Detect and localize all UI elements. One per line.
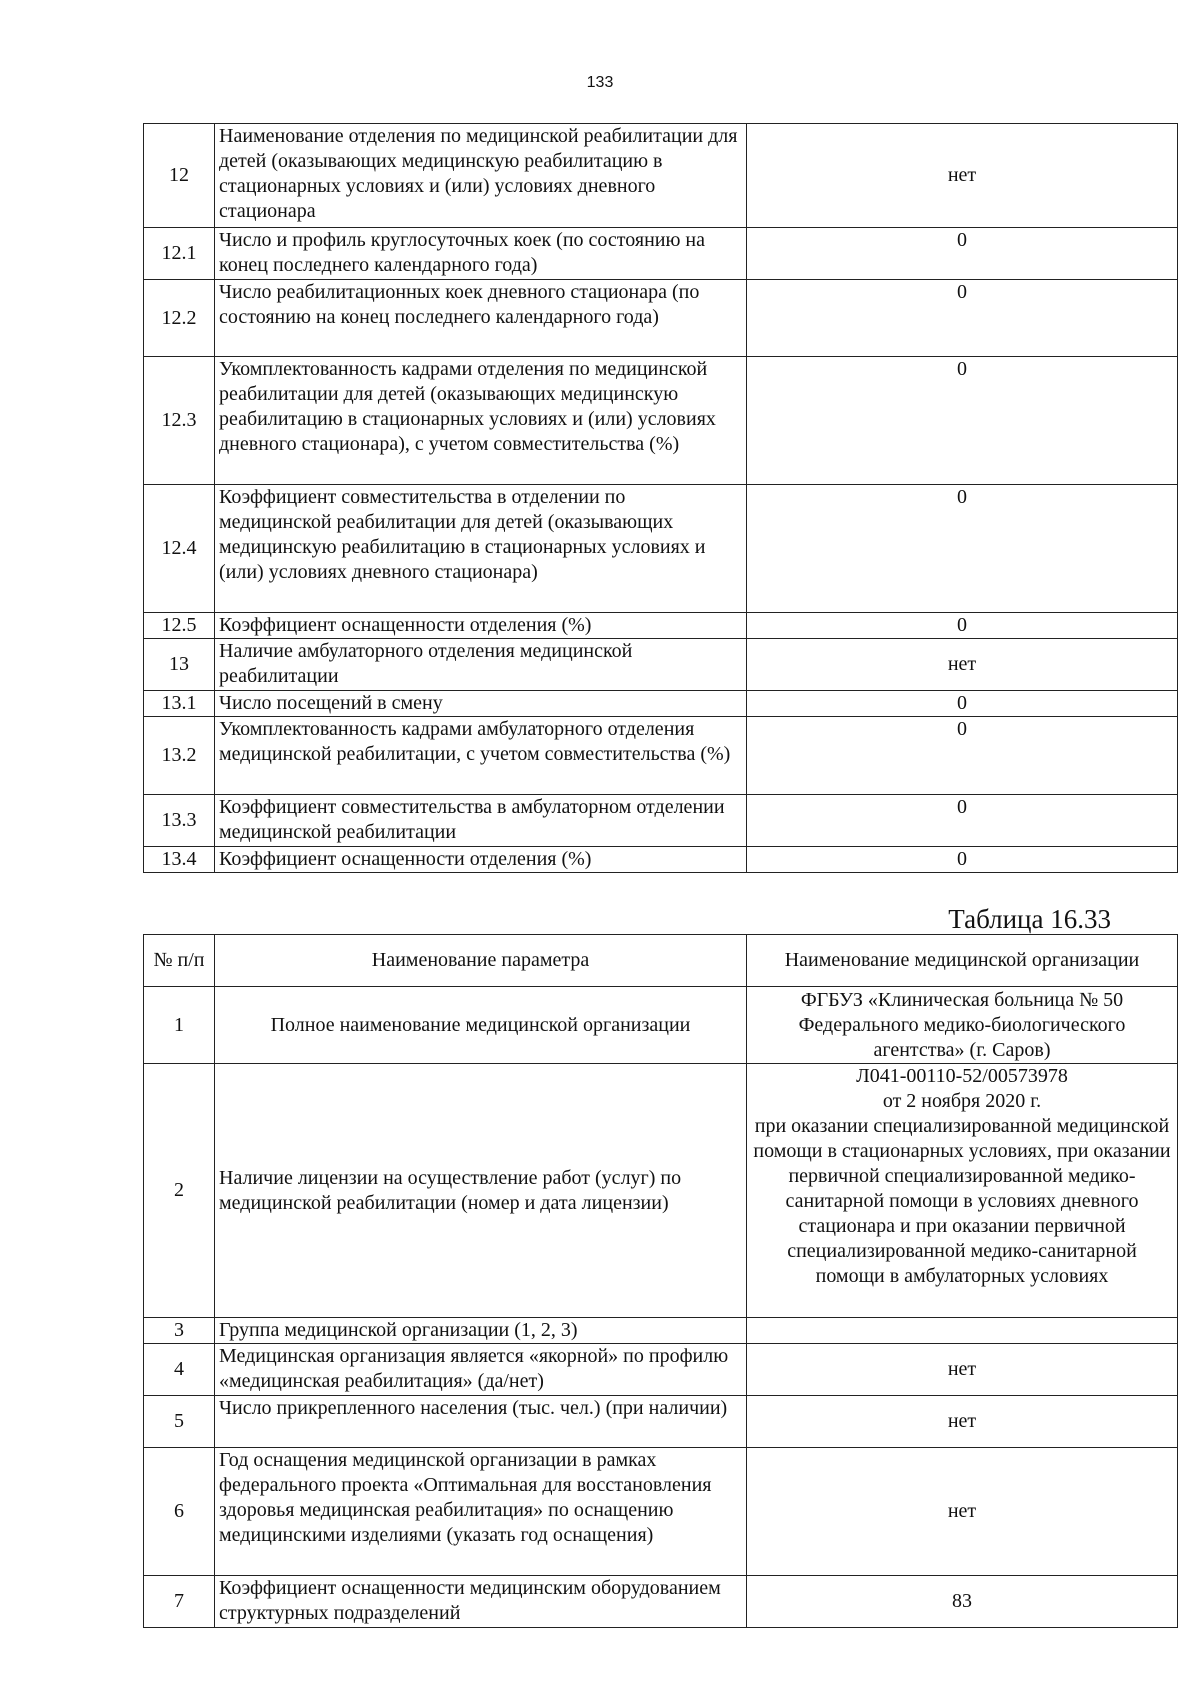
row-number: 13.4 — [144, 847, 215, 873]
row-parameter: Коэффициент оснащенности отделения (%) — [215, 613, 747, 639]
row-value: нет — [747, 1396, 1178, 1448]
license-date: от 2 ноября 2020 г. — [882, 1090, 1042, 1112]
row-number: 1 — [144, 987, 215, 1064]
row-parameter: Число реабилитационных коек дневного стационара (по состоянию на конец последнего календарного года) — [215, 280, 747, 357]
row-value: 0 — [747, 847, 1178, 873]
row-value: нет — [747, 1344, 1178, 1396]
table-row — [144, 357, 1178, 485]
row-number: 13.1 — [144, 691, 215, 717]
row-number: 12.1 — [144, 228, 215, 280]
row-parameter: Коэффициент совместительства в отделении по медицинской реабилитации для детей (оказывающих медицинскую реабилитацию в стационарных условиях и (или) условиях дневного стационара) — [215, 485, 747, 613]
page-number: 133 — [586, 74, 614, 91]
row-value: нет — [747, 639, 1178, 691]
table-row — [144, 228, 1178, 280]
row-parameter: Коэффициент оснащенности медицинским оборудованием структурных подразделений — [215, 1576, 747, 1628]
table-row — [144, 847, 1178, 873]
row-value: 0 — [747, 228, 1178, 280]
row-parameter: Полное наименование медицинской организации — [215, 987, 747, 1064]
table-row — [144, 691, 1178, 717]
row-number: 12.3 — [144, 357, 215, 485]
row-value: 0 — [747, 717, 1178, 795]
row-number: 13.2 — [144, 717, 215, 795]
row-value: нет — [747, 1448, 1178, 1576]
row-number: 2 — [144, 1064, 215, 1318]
row-parameter: Число посещений в смену — [215, 691, 747, 717]
header-number: № п/п — [144, 935, 215, 987]
table-row — [144, 613, 1178, 639]
row-number: 12.2 — [144, 280, 215, 357]
license-scope: при оказании специализированной медицинской помощи в стационарных условиях, при оказании первичной специализированной медико-санитарной помощи в условиях дневного стационара и при оказании первичной специализированной медико-санитарной помощи в амбулаторных условиях — [753, 1115, 1171, 1287]
row-value — [747, 1318, 1178, 1344]
license-value — [747, 1064, 1178, 1318]
row-number: 13.3 — [144, 795, 215, 847]
table-row — [144, 1064, 1178, 1318]
row-parameter: Группа медицинской организации (1, 2, 3) — [215, 1318, 747, 1344]
row-parameter: Укомплектованность кадрами амбулаторного отделения медицинской реабилитации, с учетом совместительства (%) — [215, 717, 747, 795]
row-value: 0 — [747, 691, 1178, 717]
row-value: 0 — [747, 613, 1178, 639]
row-value: 0 — [747, 357, 1178, 485]
row-number: 12 — [144, 124, 215, 228]
rehab-org-table — [143, 934, 1178, 1628]
row-number: 12.5 — [144, 613, 215, 639]
row-number: 5 — [144, 1396, 215, 1448]
row-value: 0 — [747, 795, 1178, 847]
table-row — [144, 280, 1178, 357]
table-row — [144, 987, 1178, 1064]
row-parameter: Коэффициент оснащенности отделения (%) — [215, 847, 747, 873]
header-organization: Наименование медицинской организации — [747, 935, 1178, 987]
row-parameter: Коэффициент совместительства в амбулаторном отделении медицинской реабилитации — [215, 795, 747, 847]
table-row — [144, 124, 1178, 228]
row-number: 7 — [144, 1576, 215, 1628]
table-caption: Таблица 16.33 — [948, 904, 1111, 934]
table-row — [144, 1448, 1178, 1576]
row-parameter: Медицинская организация является «якорной» по профилю «медицинская реабилитация» (да/нет) — [215, 1344, 747, 1396]
license-number: Л041-00110-52/00573978 — [856, 1065, 1068, 1087]
row-number: 4 — [144, 1344, 215, 1396]
row-parameter: Наименование отделения по медицинской реабилитации для детей (оказывающих медицинскую реабилитацию в стационарных условиях и (или) условиях дневного стационара — [215, 124, 747, 228]
row-number: 12.4 — [144, 485, 215, 613]
row-value: 0 — [747, 485, 1178, 613]
table-row — [144, 1576, 1178, 1628]
header-parameter: Наименование параметра — [215, 935, 747, 987]
row-number: 3 — [144, 1318, 215, 1344]
row-parameter: Наличие амбулаторного отделения медицинской реабилитации — [215, 639, 747, 691]
row-parameter: Год оснащения медицинской организации в рамках федерального проекта «Оптимальная для восстановления здоровья медицинская реабилитация» по оснащению медицинскими изделиями (указать год оснащения) — [215, 1448, 747, 1576]
table-header-row — [144, 935, 1178, 987]
rehab-params-table-continued — [143, 123, 1178, 873]
table-row — [144, 717, 1178, 795]
row-parameter: Число и профиль круглосуточных коек (по состоянию на конец последнего календарного года) — [215, 228, 747, 280]
table-row — [144, 639, 1178, 691]
row-parameter: Наличие лицензии на осуществление работ (услуг) по медицинской реабилитации (номер и дата лицензии) — [215, 1064, 747, 1318]
row-number: 6 — [144, 1448, 215, 1576]
row-parameter: Укомплектованность кадрами отделения по медицинской реабилитации для детей (оказывающих медицинскую реабилитацию в стационарных условиях и (или) условиях дневного стационара), с учетом совместительства (%) — [215, 357, 747, 485]
row-value: 0 — [747, 280, 1178, 357]
table-row — [144, 1318, 1178, 1344]
table-row — [144, 795, 1178, 847]
row-number: 13 — [144, 639, 215, 691]
row-parameter: Число прикрепленного населения (тыс. чел.) (при наличии) — [215, 1396, 747, 1448]
row-value: 83 — [747, 1576, 1178, 1628]
table-row — [144, 1344, 1178, 1396]
row-value: ФГБУЗ «Клиническая больница № 50 Федерального медико-биологического агентства» (г. Саров) — [747, 987, 1178, 1064]
table-row — [144, 485, 1178, 613]
table-row — [144, 1396, 1178, 1448]
row-value: нет — [747, 124, 1178, 228]
